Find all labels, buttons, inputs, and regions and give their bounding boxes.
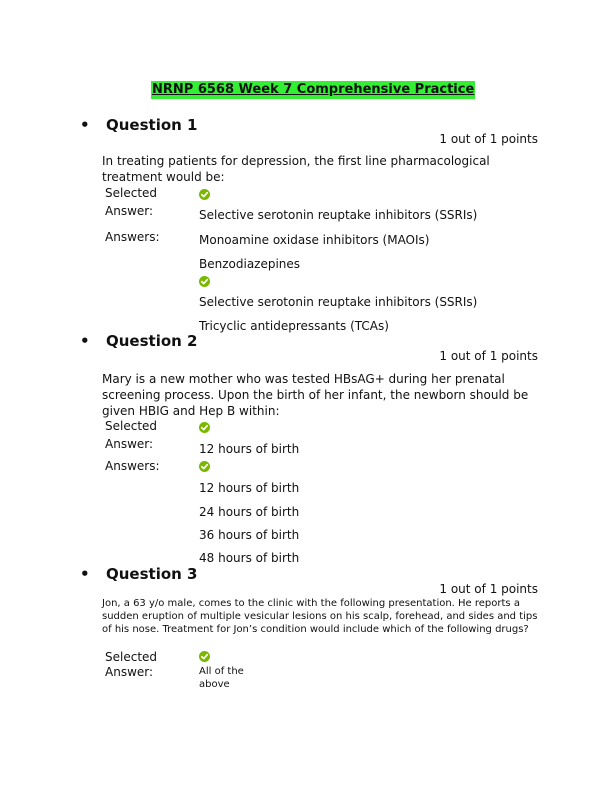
check-circle-icon: [199, 461, 210, 472]
question-3-title: Question 3: [106, 565, 198, 583]
bullet-icon: •: [80, 565, 90, 583]
question-1-answer-option: Selective serotonin reuptake inhibitors (SSRIs): [199, 295, 478, 309]
question-1-answer-option: Monoamine oxidase inhibitors (MAOIs): [199, 233, 430, 247]
selected-label: Selected: [105, 186, 158, 200]
check-circle-icon: [199, 276, 210, 287]
check-circle-icon: [199, 651, 210, 662]
question-1-answer-option: Tricyclic antidepressants (TCAs): [199, 319, 389, 333]
answer-label: Answer:: [105, 437, 154, 451]
selected-label: Selected: [105, 419, 158, 433]
bullet-icon: •: [80, 116, 90, 134]
answers-label: Answers:: [105, 459, 160, 473]
answer-label: Answer:: [105, 665, 154, 679]
bullet-icon: •: [80, 332, 90, 350]
check-circle-icon: [199, 189, 210, 200]
question-2-points: 1 out of 1 points: [439, 349, 538, 363]
question-3-selected-answer: All of the: [199, 666, 244, 677]
question-2-prompt: Mary is a new mother who was tested HBsAG+ during her prenatal screening process. Upon the birth of her infant, the newborn should be given HBIG and Hep B within:: [102, 372, 529, 418]
question-2-title: Question 2: [106, 332, 198, 350]
answer-label: Answer:: [105, 204, 154, 218]
document-title: NRNP 6568 Week 7 Comprehensive Practice: [152, 82, 475, 97]
question-2-selected-answer: 12 hours of birth: [199, 442, 300, 456]
answers-label: Answers:: [105, 230, 160, 244]
question-1-answer-option: Benzodiazepines: [199, 257, 301, 271]
question-3-points: 1 out of 1 points: [439, 582, 538, 596]
question-2-answer-option: 24 hours of birth: [199, 505, 300, 519]
question-3-prompt: Jon, a 63 y/o male, comes to the clinic with the following presentation. He reports a sudden eruption of multiple vesicular lesions on his scalp, forehead, and sides and tips of his nose. Treatment for Jon’s condition would include which of the following drugs?: [102, 598, 538, 635]
check-circle-icon: [199, 422, 210, 433]
question-1-heading: [80, 116, 198, 134]
question-3-heading: [80, 565, 198, 583]
question-1-title: Question 1: [106, 116, 198, 134]
question-3-selected-answer-cont: above: [199, 679, 230, 690]
question-2-heading: [80, 332, 198, 350]
question-2-answer-option: 12 hours of birth: [199, 481, 300, 495]
question-2-answer-option: 36 hours of birth: [199, 528, 300, 542]
question-1-selected-answer: Selective serotonin reuptake inhibitors (SSRIs): [199, 208, 478, 222]
question-1-prompt: In treating patients for depression, the first line pharmacological treatment would be:: [102, 154, 490, 184]
selected-label: Selected: [105, 650, 158, 664]
question-1-points: 1 out of 1 points: [439, 132, 538, 146]
question-2-answer-option: 48 hours of birth: [199, 551, 300, 565]
